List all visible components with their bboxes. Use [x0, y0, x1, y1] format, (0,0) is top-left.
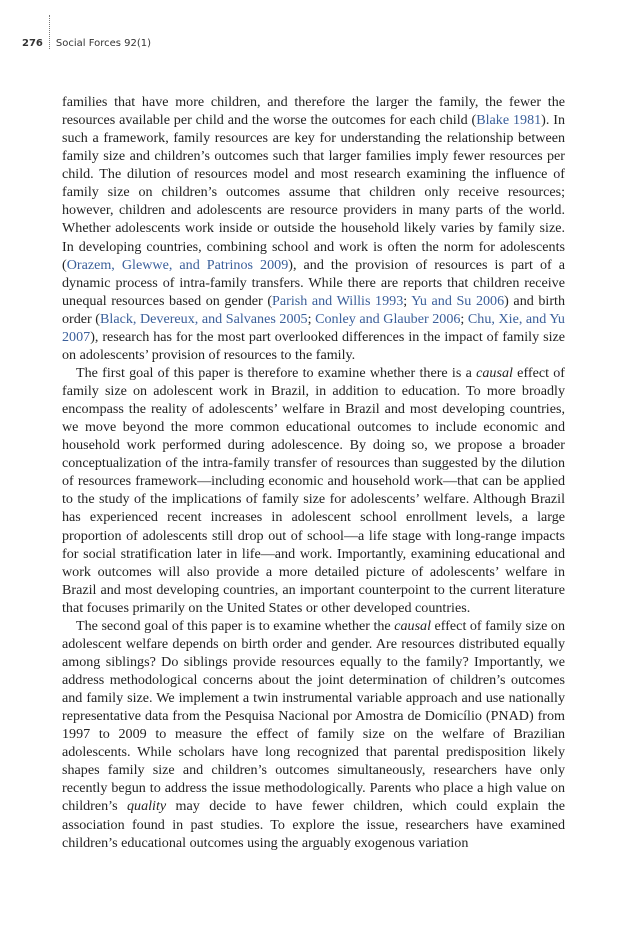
citation-link[interactable]: Black, Devereux, and Salvanes 2005 [100, 310, 308, 327]
text-run: ), research has for the most part overlooked differences in the impact of family size on adolescents’ provision of resources to the family. [62, 328, 565, 363]
text-run: The second goal of this paper is to examine whether the [76, 617, 395, 634]
text-run: effect of family size on adolescent welfare depends on birth order and gender. Are resources distributed equally among siblings? Do siblings provide resources equally to the family? Importantly, we address methodological concerns about the joint determination of children’s outcomes and family size. We implement a twin instrumental variable approach and use nationally representative data from the Pesquisa Nacional por Amostra de Domicílio (PNAD) from 1997 to 2009 to measure the effect of family size on the welfare of Brazilian adolescents. While scholars have long recognized that parental predisposition likely shapes family size and children’s outcomes simultaneously, researchers have only recently begun to address the issue methodologically. Parents who place a high value on children’s [62, 617, 565, 815]
citation-link[interactable]: Blake 1981 [476, 112, 542, 129]
body-text [62, 93, 565, 852]
text-run: The first goal of this paper is therefore to examine whether there is a [76, 364, 477, 381]
header-divider [49, 15, 50, 49]
citation-link[interactable]: Conley and Glauber 2006 [315, 310, 461, 327]
text-run: ). In such a framework, family resources are key for understanding the relationship between family size and children’s outcomes such that larger families imply fewer resources per child. The dilution of resources model and most research examining the influence of family size on children’s outcomes assume that children only receive resources; however, children and adolescents are resource providers in many parts of the world. Whether adolescents work inside or outside the household likely varies by family size. In developing countries, combining school and work is often the norm for adolescents ( [62, 112, 565, 273]
citation-link[interactable]: Parish and Willis 1993 [272, 292, 404, 309]
paragraph-3 [62, 617, 565, 852]
text-run: ; [403, 292, 412, 309]
journal-title: Social Forces 92(1) [55, 38, 152, 49]
running-header [22, 38, 151, 49]
paragraph-2 [62, 364, 565, 617]
text-run: may decide to have fewer children, which could explain the association found in past studies. To explore the issue, researchers have examined children’s educational outcomes using the arguably exogenous variation [62, 798, 565, 851]
citation-link[interactable]: Chu, Xie, and Yu 2007 [62, 310, 565, 345]
text-run: ), and the provision of resources is part of a dynamic process of intra-family transfers. While there are reports that children receive unequal resources based on gender ( [62, 256, 565, 309]
text-run: effect of family size on adolescent work in Brazil, in addition to education. To more broadly encompass the reality of adolescents’ welfare in Brazil and most developing countries, we move beyond the more common educational outcomes to include economic and household work performed during adolescence. By doing so, we propose a broader conceptualization of the intra-family transfer of resources than suggested by the dilution of resources framework—including economic and household work—that can be applied to the study of the implications of family size for adolescents’ welfare. Although Brazil has experienced recent increases in adolescent school enrollment levels, a large proportion of adolescents still drop out of school—a life stage with long-range impacts for social stratification later in life—and work. Importantly, examining educational and work outcomes will also provide a more detailed picture of adolescents’ welfare in Brazil and most developing countries, an important counterpoint to the current literature that focuses primarily on the United States or other developed countries. [62, 364, 565, 616]
emphasis-text: quality [126, 798, 167, 815]
text-run: families that have more children, and therefore the larger the family, the fewer the resources available per child and the worse the outcomes for each child ( [62, 94, 565, 129]
text-run: ) and birth order ( [62, 292, 565, 327]
emphasis-text: causal [394, 617, 432, 634]
citation-link[interactable]: Yu and Su 2006 [411, 292, 505, 309]
paragraph-1 [62, 93, 565, 364]
page-number: 276 [22, 38, 43, 49]
text-run: ; [307, 310, 316, 327]
citation-link[interactable]: Orazem, Glewwe, and Patrinos 2009 [66, 256, 289, 273]
emphasis-text: causal [476, 364, 513, 381]
text-run: ; [460, 310, 468, 327]
